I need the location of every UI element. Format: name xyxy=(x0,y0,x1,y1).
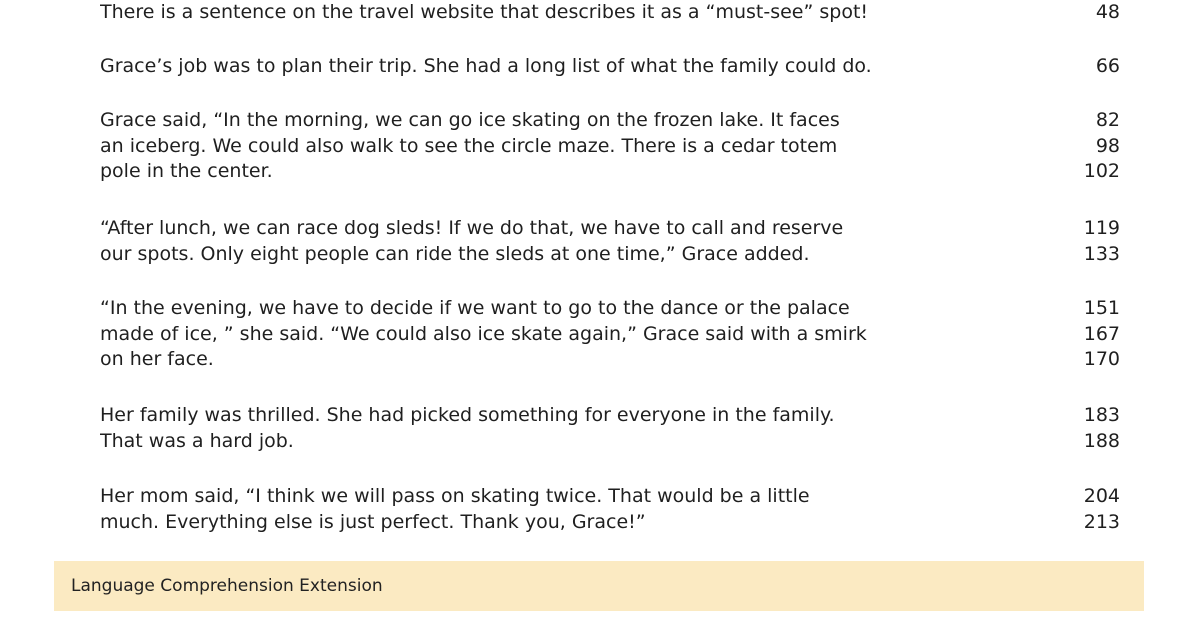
word-count: 204 xyxy=(1083,485,1120,507)
paragraph xyxy=(100,296,1120,373)
paragraph xyxy=(100,108,1120,185)
line-text: an iceberg. We could also walk to see the circle maze. There is a cedar totem xyxy=(100,134,838,157)
passage-line xyxy=(100,242,1120,268)
word-count: 183 xyxy=(1083,404,1120,426)
paragraph xyxy=(100,0,1120,26)
line-text: Grace said, “In the morning, we can go ice skating on the frozen lake. It faces xyxy=(100,109,840,131)
line-text: “After lunch, we can race dog sleds! If we do that, we have to call and reserve xyxy=(100,217,844,239)
passage-line xyxy=(100,108,1120,134)
passage-line xyxy=(100,159,1120,185)
word-count: 213 xyxy=(1083,510,1120,533)
passage-line xyxy=(100,296,1120,322)
section-banner xyxy=(54,561,1144,611)
word-count: 119 xyxy=(1083,217,1120,239)
section-banner-label: Language Comprehension Extension xyxy=(71,576,383,596)
word-count: 102 xyxy=(1083,160,1120,182)
paragraph xyxy=(100,484,1120,535)
line-text: Her family was thrilled. She had picked something for everyone in the family. xyxy=(100,404,835,426)
word-count: 188 xyxy=(1083,429,1120,452)
line-text: Grace’s job was to plan their trip. She had a long list of what the family could do. xyxy=(100,55,872,77)
line-text: made of ice, ” she said. “We could also ice skate again,” Grace said with a smirk xyxy=(100,322,867,345)
word-count: 82 xyxy=(1095,109,1120,131)
word-count: 170 xyxy=(1083,348,1120,370)
word-count: 151 xyxy=(1083,297,1120,319)
passage-line xyxy=(100,484,1120,510)
passage-line xyxy=(100,510,1120,536)
word-count: 66 xyxy=(1095,55,1120,77)
passage-line xyxy=(100,216,1120,242)
passage-line xyxy=(100,0,1120,26)
word-count: 133 xyxy=(1083,242,1120,265)
line-text: on her face. xyxy=(100,348,214,370)
paragraph xyxy=(100,216,1120,267)
line-text: Her mom said, “I think we will pass on skating twice. That would be a little xyxy=(100,485,810,507)
word-count: 98 xyxy=(1095,134,1120,157)
line-text: “In the evening, we have to decide if we want to go to the dance or the palace xyxy=(100,297,850,319)
passage-line xyxy=(100,54,1120,80)
passage-line xyxy=(100,429,1120,455)
passage-line xyxy=(100,347,1120,373)
passage-line xyxy=(100,322,1120,348)
line-text: much. Everything else is just perfect. Thank you, Grace!” xyxy=(100,510,646,533)
line-text: That was a hard job. xyxy=(100,429,294,452)
line-text: There is a sentence on the travel website that describes it as a “must-see” spot! xyxy=(100,1,869,23)
passage-line xyxy=(100,134,1120,160)
paragraph xyxy=(100,403,1120,454)
word-count: 167 xyxy=(1083,322,1120,345)
paragraph xyxy=(100,54,1120,80)
passage-line xyxy=(100,403,1120,429)
line-text: our spots. Only eight people can ride the sleds at one time,” Grace added. xyxy=(100,242,810,265)
line-text: pole in the center. xyxy=(100,160,273,182)
word-count: 48 xyxy=(1095,1,1120,23)
